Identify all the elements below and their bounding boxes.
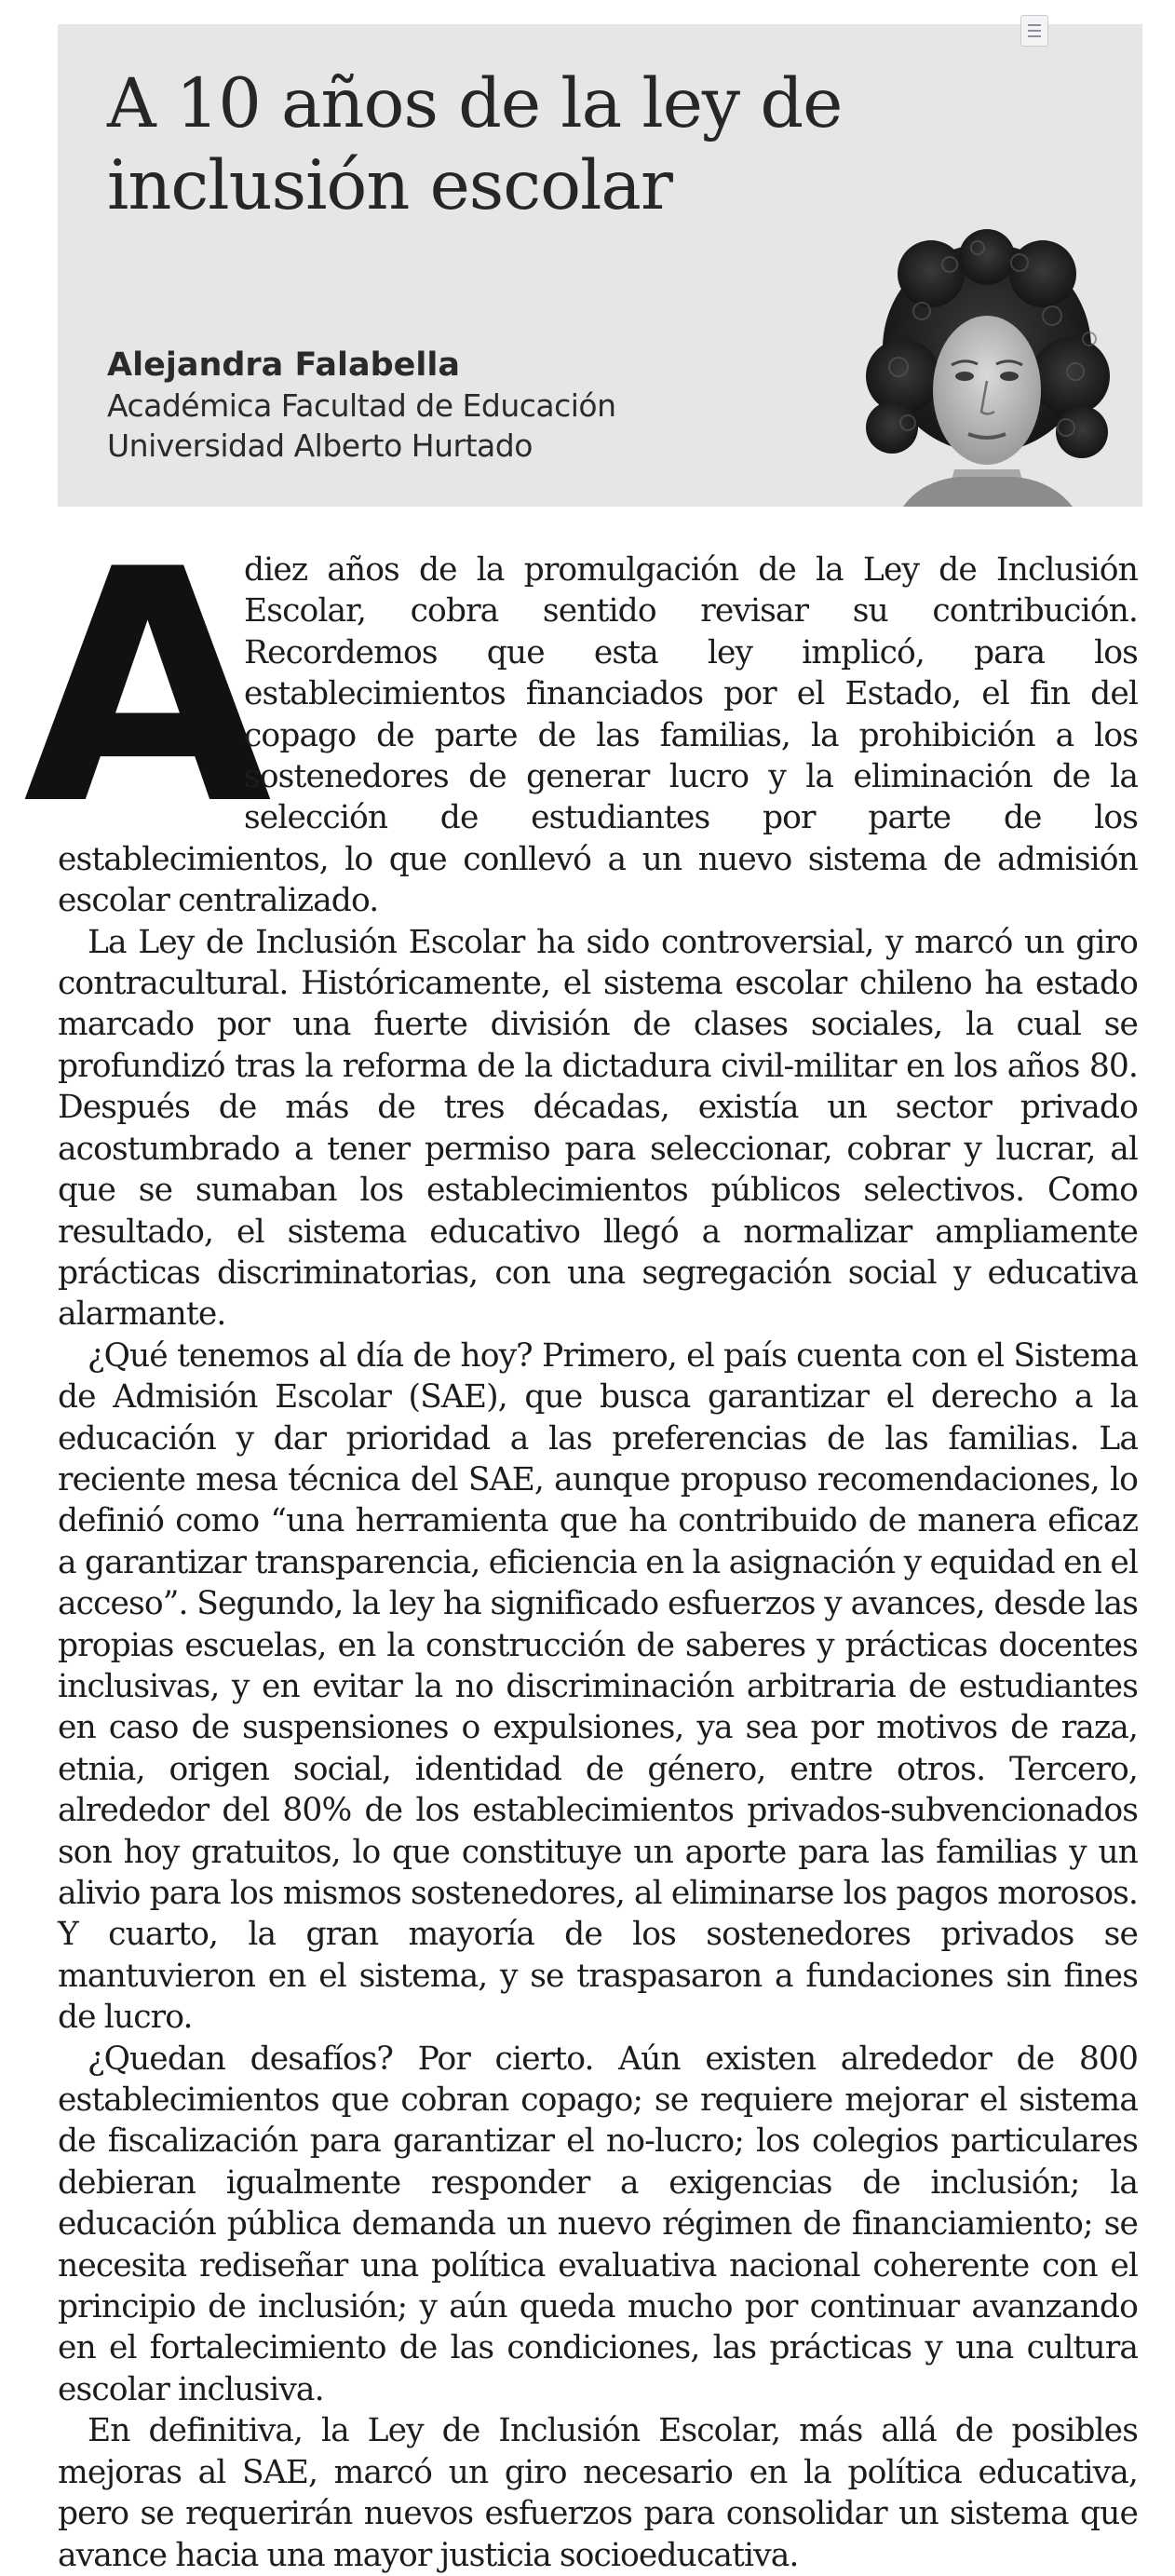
byline [107, 345, 616, 466]
author-role: Académica Facultad de Educación [107, 387, 616, 424]
paragraph-1-text: diez años de la promulgación de la Ley de Inclusión Escolar, cobra sentido revisar su contribución. Recordemos que esta ley implicó, para los establecimientos financiados por el Estado, el fin del copago de parte de las familias, la prohibición a los sostenedores de generar lucro y la eliminación de la selección de estudiantes por parte de los establecimientos, lo que conllevó a un nuevo sistema de admisión escolar centralizado. [58, 551, 1138, 920]
author-name: Alejandra Falabella [107, 346, 460, 384]
author-affiliation: Universidad Alberto Hurtado [107, 427, 533, 464]
article-body [22, 502, 1138, 2576]
article-header [58, 24, 1142, 507]
article-paragraph-1 [22, 502, 1138, 922]
article-paragraph-5: En definitiva, la Ley de Inclusión Escolar, más allá de posibles mejoras al SAE, marcó un giro necesario en la política educativa, pero se requerirán nuevos esfuerzos para consolidar un sistema que avance hacia una mayor justicia socioeducativa. [58, 2412, 1138, 2574]
article-title: A 10 años de la ley de inclusión escolar [107, 64, 843, 225]
drop-cap-letter: A [22, 502, 272, 875]
drop-cap [22, 502, 272, 875]
article-paragraph-4: ¿Quedan desafíos? Por cierto. Aún existen alrededor de 800 establecimientos que cobran copago; se requiere mejorar el sistema de fiscalización para garantizar el no-lucro; los colegios particulares debieran igualmente responder a exigencias de inclusión; la educación pública demanda un nuevo régimen de financiamiento; se necesita rediseñar una política evaluativa nacional coherente con el principio de inclusión; y aún queda mucho por continuar avanzando en el fortalecimiento de las condiciones, las prácticas y una cultura escolar inclusiva. [58, 2040, 1138, 2408]
author-portrait [866, 237, 1108, 507]
note-icon[interactable] [1020, 15, 1048, 47]
article-paragraph-3: ¿Qué tenemos al día de hoy? Primero, el país cuenta con el Sistema de Admisión Escolar (SAE), que busca garantizar el derecho a la educación y dar prioridad a las preferencias de las familias. La reciente mesa técnica del SAE, aunque propuso recomendaciones, lo definió como “una herramienta que ha contribuido de manera eficaz a garantizar transparencia, eficiencia en la asignación y equidad en el acceso”. Segundo, la ley ha significado esfuerzos y avances, desde las propias escuelas, en la construcción de saberes y prácticas docentes inclusivas, y en evitar la no discriminación arbitraria de estudiantes en caso de suspensiones o expulsiones, ya sea por motivos de raza, etnia, origen social, identidad de género, entre otros. Tercero, alrededor del 80% de los establecimientos privados-subvencionados son hoy gratuitos, lo que constituye un aporte para las familias y un alivio para los mismos sostenedores, al eliminarse los pagos morosos. Y cuarto, la gran mayoría de los sostenedores privados se mantuvieron en el sistema, y se traspasaron a fundaciones sin fines de lucro. [58, 1336, 1138, 2037]
article-paragraph-2: La Ley de Inclusión Escolar ha sido controversial, y marcó un giro contracultural. Históricamente, el sistema escolar chileno ha estado marcado por una fuerte división de clases sociales, la cual se profundizó tras la reforma de la dictadura civil-militar en los años 80. Después de más de tres décadas, existía un sector privado acostumbrado a tener permiso para seleccionar, cobrar y lucrar, al que se sumaban los establecimientos públicos selectivos. Como resultado, el sistema educativo llegó a normalizar ampliamente prácticas discriminatorias, con una segregación social y educativa alarmante. [58, 923, 1138, 1334]
